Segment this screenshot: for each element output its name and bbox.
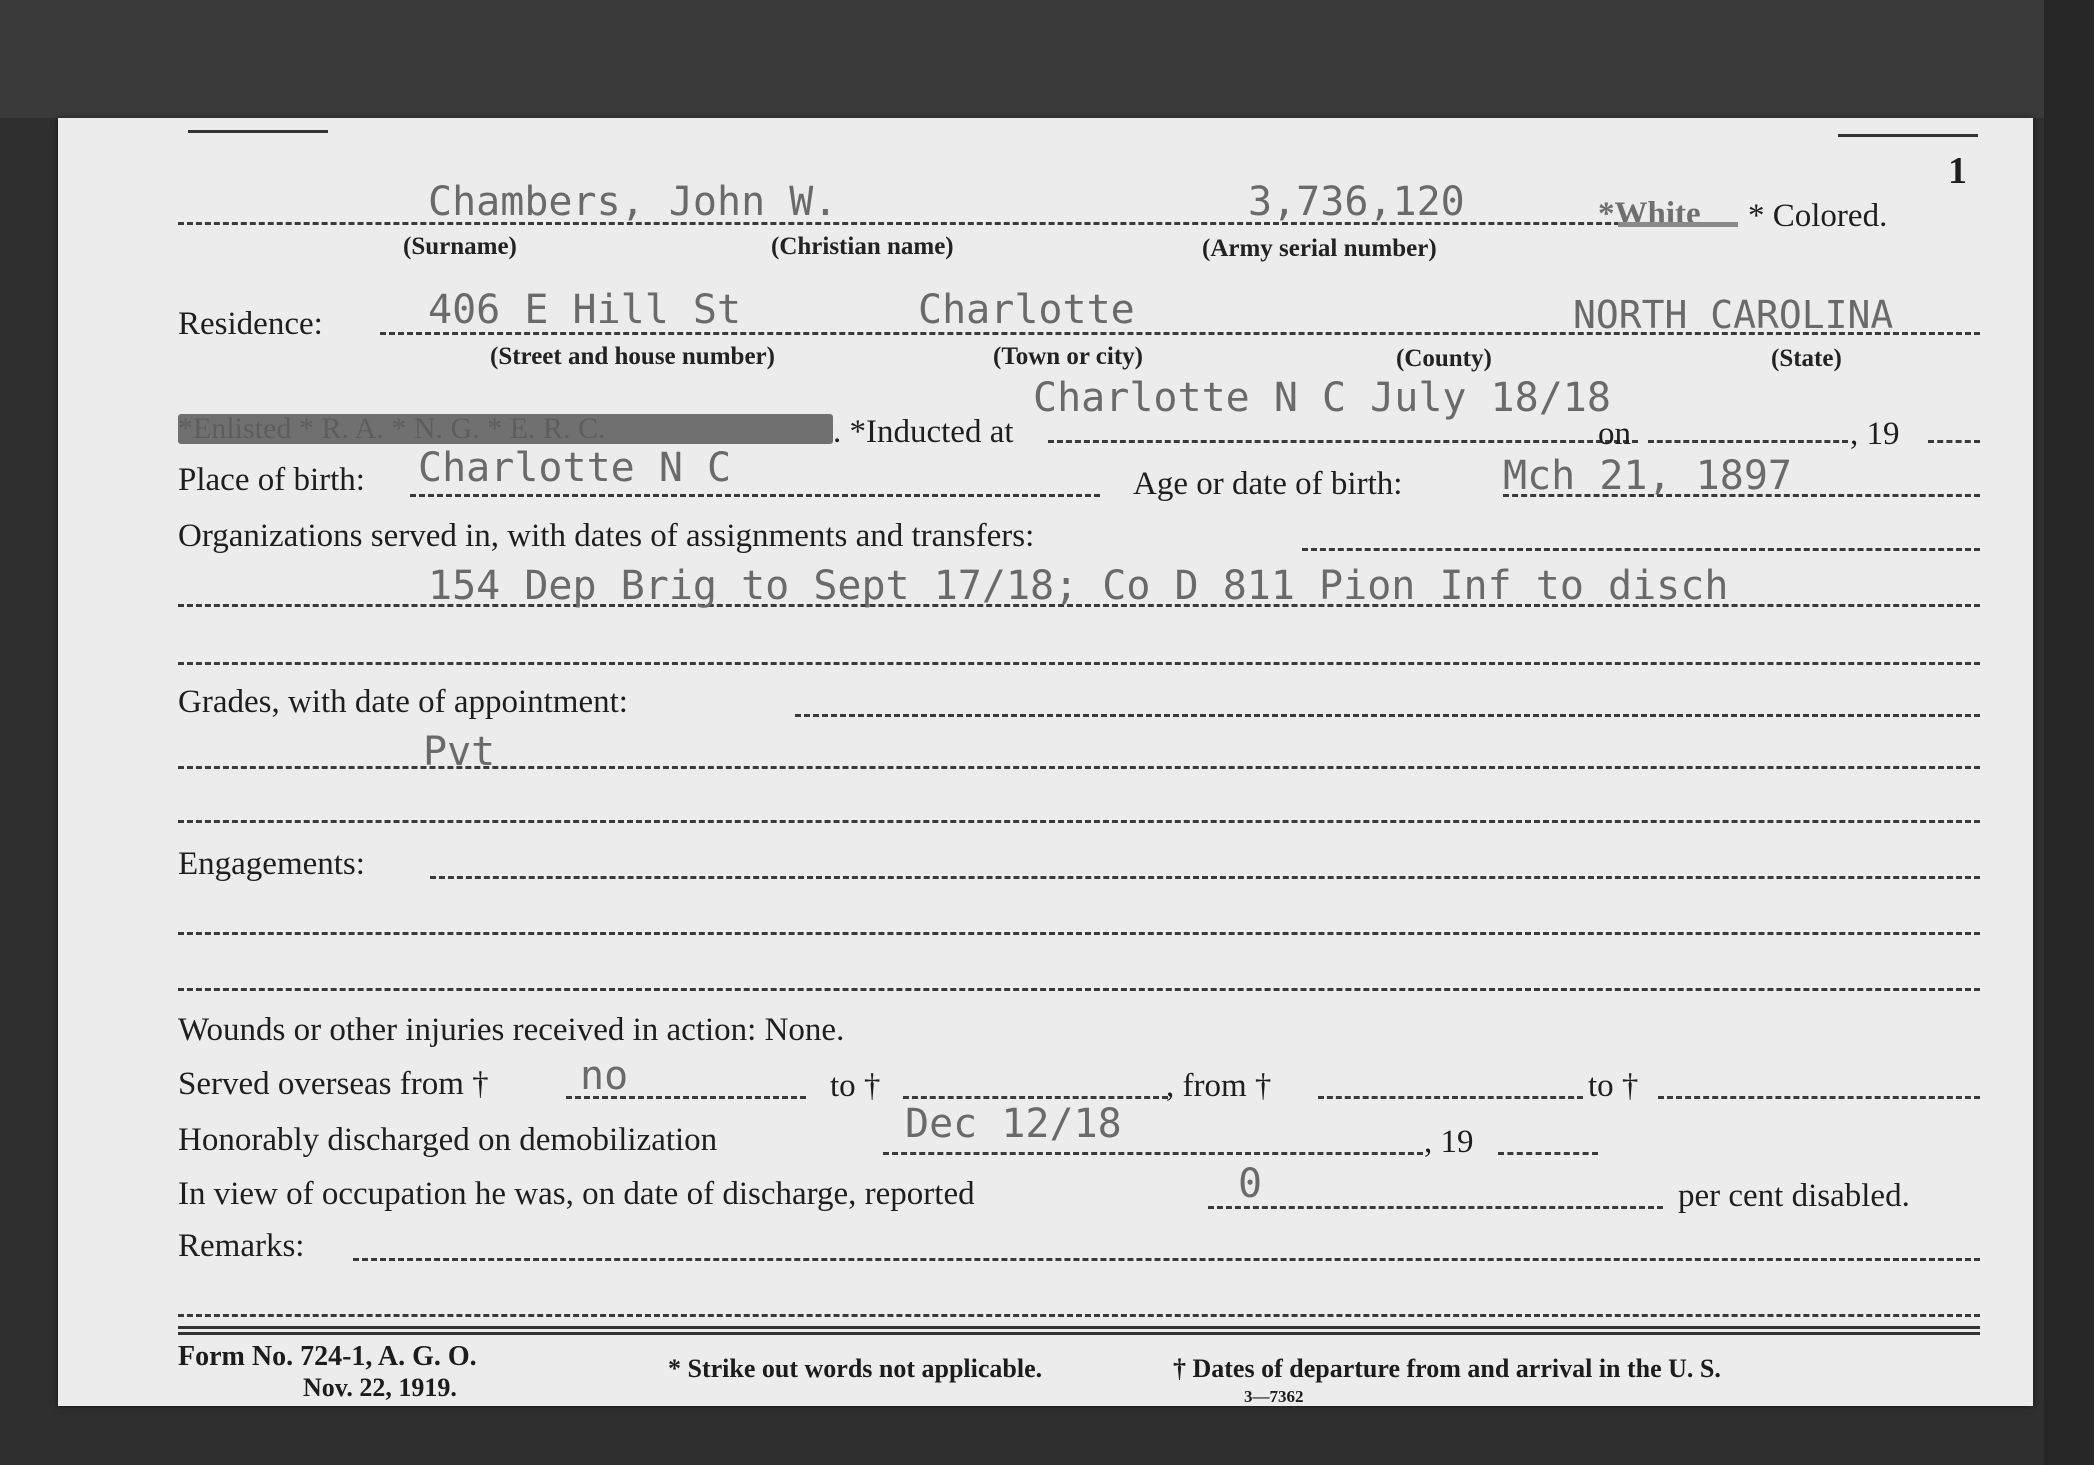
disability-line <box>1208 1206 1663 1209</box>
disability-suffix: per cent disabled. <box>1678 1178 1910 1214</box>
card-number: 1 <box>1948 150 1967 192</box>
engagements-line-2 <box>178 988 1980 991</box>
top-left-rule <box>188 130 328 133</box>
remarks-line-1 <box>178 1314 1980 1317</box>
engagements-line-0 <box>430 876 1980 879</box>
top-right-rule <box>1838 134 1978 137</box>
grades-line-0 <box>795 714 1980 717</box>
engagements-line-1 <box>178 932 1980 935</box>
scanner-background-right <box>2044 0 2094 1465</box>
inducted-year-line <box>1928 440 1980 443</box>
residence-label: Residence: <box>178 306 323 342</box>
on-label: on <box>1598 416 1631 452</box>
enlisted-strikeout <box>178 414 833 444</box>
discharge-line <box>883 1152 1423 1155</box>
organizations-line-0 <box>1302 548 1980 551</box>
disability-value: 0 <box>1238 1161 1263 1207</box>
service-record-card <box>58 118 2033 1406</box>
overseas-from2-label: , from † <box>1166 1068 1272 1104</box>
town-caption: (Town or city) <box>993 343 1143 370</box>
birth-place-value: Charlotte N C <box>418 445 732 491</box>
inducted-year-label: , 19 <box>1850 416 1900 452</box>
residence-town: Charlotte <box>918 287 1135 333</box>
footer-rule-1 <box>178 1326 1980 1329</box>
overseas-to2-label: to † <box>1588 1068 1639 1104</box>
grades-label: Grades, with date of appointment: <box>178 684 628 720</box>
dates-note: † Dates of departure from and arrival in the U. S. <box>1173 1354 1721 1383</box>
remarks-label: Remarks: <box>178 1228 305 1264</box>
residence-street: 406 E Hill St <box>428 287 742 333</box>
name-value: Chambers, John W. <box>428 179 838 225</box>
discharge-label: Honorably discharged on demobilization <box>178 1122 718 1158</box>
overseas-to-line <box>903 1096 1168 1099</box>
white-strike-mark <box>1618 222 1738 227</box>
overseas-from-label: Served overseas from † <box>178 1066 489 1102</box>
birth-date-label: Age or date of birth: <box>1133 466 1403 502</box>
on-line <box>1648 440 1848 443</box>
inducted-label: . *Inducted at <box>833 414 1014 450</box>
strike-note: * Strike out words not applicable. <box>668 1354 1043 1383</box>
grades-line-2 <box>178 820 1980 823</box>
engagements-label: Engagements: <box>178 846 365 882</box>
form-number: Form No. 724-1, A. G. O. <box>178 1341 477 1372</box>
grades-entry: Pvt <box>423 729 496 775</box>
street-caption: (Street and house number) <box>490 343 775 370</box>
scanner-background-top <box>0 0 2094 118</box>
wounds-label: Wounds or other injuries received in action: None. <box>178 1012 845 1048</box>
organizations-entry: 154 Dep Brig to Sept 17/18; Co D 811 Pion Inf to disch <box>428 563 1729 609</box>
surname-caption: (Surname) <box>403 233 517 260</box>
disability-label: In view of occupation he was, on date of discharge, reported <box>178 1176 975 1212</box>
inducted-place-date: Charlotte N C July 18/18 <box>1033 375 1611 421</box>
footer-rule-2 <box>178 1332 1980 1335</box>
inducted-line <box>1048 440 1638 443</box>
state-caption: (State) <box>1771 345 1842 372</box>
white-label: *White <box>1598 196 1701 232</box>
overseas-from2-line <box>1318 1096 1583 1099</box>
organizations-line-2 <box>178 662 1980 665</box>
overseas-to2-line <box>1658 1096 1980 1099</box>
remarks-line-0 <box>353 1258 1980 1261</box>
form-date: Nov. 22, 1919. <box>303 1373 457 1402</box>
discharge-year-line <box>1498 1152 1598 1155</box>
discharge-year-label: , 19 <box>1424 1124 1474 1160</box>
serial-value: 3,736,120 <box>1248 179 1465 225</box>
discharge-date: Dec 12/18 <box>905 1101 1122 1147</box>
overseas-to-label: to † <box>830 1068 881 1104</box>
birth-place-line <box>410 494 1100 497</box>
birth-place-label: Place of birth: <box>178 462 365 498</box>
print-code: 3—7362 <box>1244 1387 1304 1406</box>
residence-state: NORTH CAROLINA <box>1573 293 1894 337</box>
colored-label: * Colored. <box>1748 198 1888 234</box>
birth-date-value: Mch 21, 1897 <box>1503 453 1792 499</box>
county-caption: (County) <box>1396 345 1492 372</box>
organizations-label: Organizations served in, with dates of assignments and transfers: <box>178 518 1035 554</box>
serial-caption: (Army serial number) <box>1202 235 1437 262</box>
overseas-from-value: no <box>580 1053 629 1099</box>
christian-caption: (Christian name) <box>771 233 954 260</box>
